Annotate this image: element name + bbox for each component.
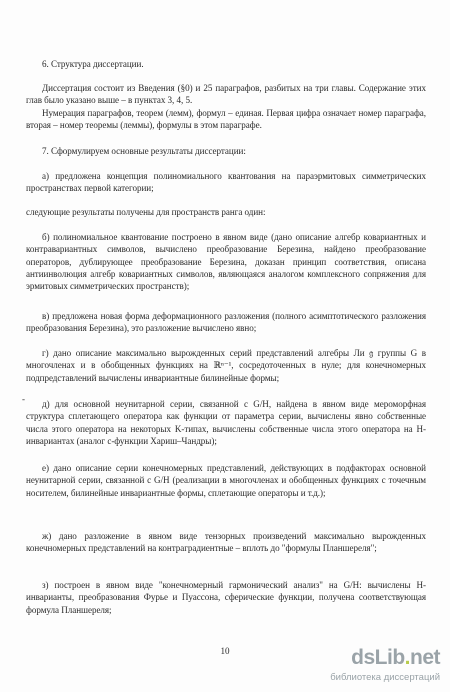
paragraph-numbering: Нумерация параграфов, теорем (лемм), формул – единая. Первая цифра означает номер параграфа, вторая – номер теоремы (леммы), формулы в этом параграфе. xyxy=(26,108,426,131)
paragraph-structure: Диссертация состоит из Введения (§0) и 25 параграфов, разбитых на три главы. Содержание этих глав было указано выше – в пунктах 3, 4, 5. xyxy=(26,83,426,106)
paragraph-result-zh: ж) дано разложение в явном виде тензорных произведений максимально вырожденных конечномерных представлений на контраградиентные – вплоть до "формулы Планшереля"; xyxy=(26,531,426,554)
paragraph-7-heading: 7. Сформулируем основные результаты диссертации: xyxy=(42,146,246,156)
paragraph-result-e: е) дано описание серии конечномерных представлений, действующих в подфакторах основной неунитарной серии, связанной с G/H (реализации в многочленах и обобщенных функциях с точечным носителем, билинейные инвариантные формы, сплетающие операторы и т.д.); xyxy=(26,463,426,498)
paragraph-result-v: в) предложена новая форма деформационного разложения (полного асимптотического разложения преобразования Березина), это разложение вычислено явно; xyxy=(26,311,426,334)
page-number: 10 xyxy=(220,646,230,656)
paragraph-result-a: а) предложена концепция полиномиального квантования на параэрмитовых симметрических пространствах первой категории; xyxy=(26,171,426,194)
paragraph-rank-one: следующие результаты получены для пространств ранга один: xyxy=(26,207,266,217)
paragraph-result-g: г) дано описание максимально вырожденных серий представлений алгебры Ли 𝔤 группы G в многочленах и в обобщенных функциях на ℝⁿ⁻¹, сосредоточенных в нуле; для конечномерных подпредставлений вычислены инвариантные билинейные формы; xyxy=(26,348,426,383)
paragraph-result-d: д) для основной неунитарной серии, связанной с G/H, найдена в явном виде мероморфная структура сплетающего оператора как функции от параметра серии, вычислены явно собственные числа этого оператора на некоторых K-типах, вычислены собственные числа этого оператора на H-инвариантах (аналог c-функции Хариш–Чандры); xyxy=(26,399,426,446)
paragraph-result-z: з) построен в явном виде "конечномерный гармонический анализ" на G/H: вычислены H-инварианты, преобразования Фурье и Пуассона, сферические функции, получена соответствующая формула Планшереля; xyxy=(26,580,426,615)
dslib-logo: dsLib.net xyxy=(351,646,440,669)
margin-mark: - xyxy=(22,394,25,404)
paragraph-6-heading: 6. Структура диссертации. xyxy=(42,59,144,69)
dslib-subtitle: библиотека диссертаций xyxy=(330,672,440,683)
paragraph-result-b: б) полиномиальное квантование построено в явном виде (дано описание алгебр ковариантных и контравариантных символов, вычислено преобразование Березина, найдено преобразование операторов, дублирующее преобразование Березина, доказан принцип соответствия, описана антиинволюция алгебр ковариантных символов, являющаяся аналогом комплексного сопряжения для эрмитовых симметрических пространств); xyxy=(26,232,426,292)
dslib-watermark[interactable] xyxy=(330,646,442,686)
